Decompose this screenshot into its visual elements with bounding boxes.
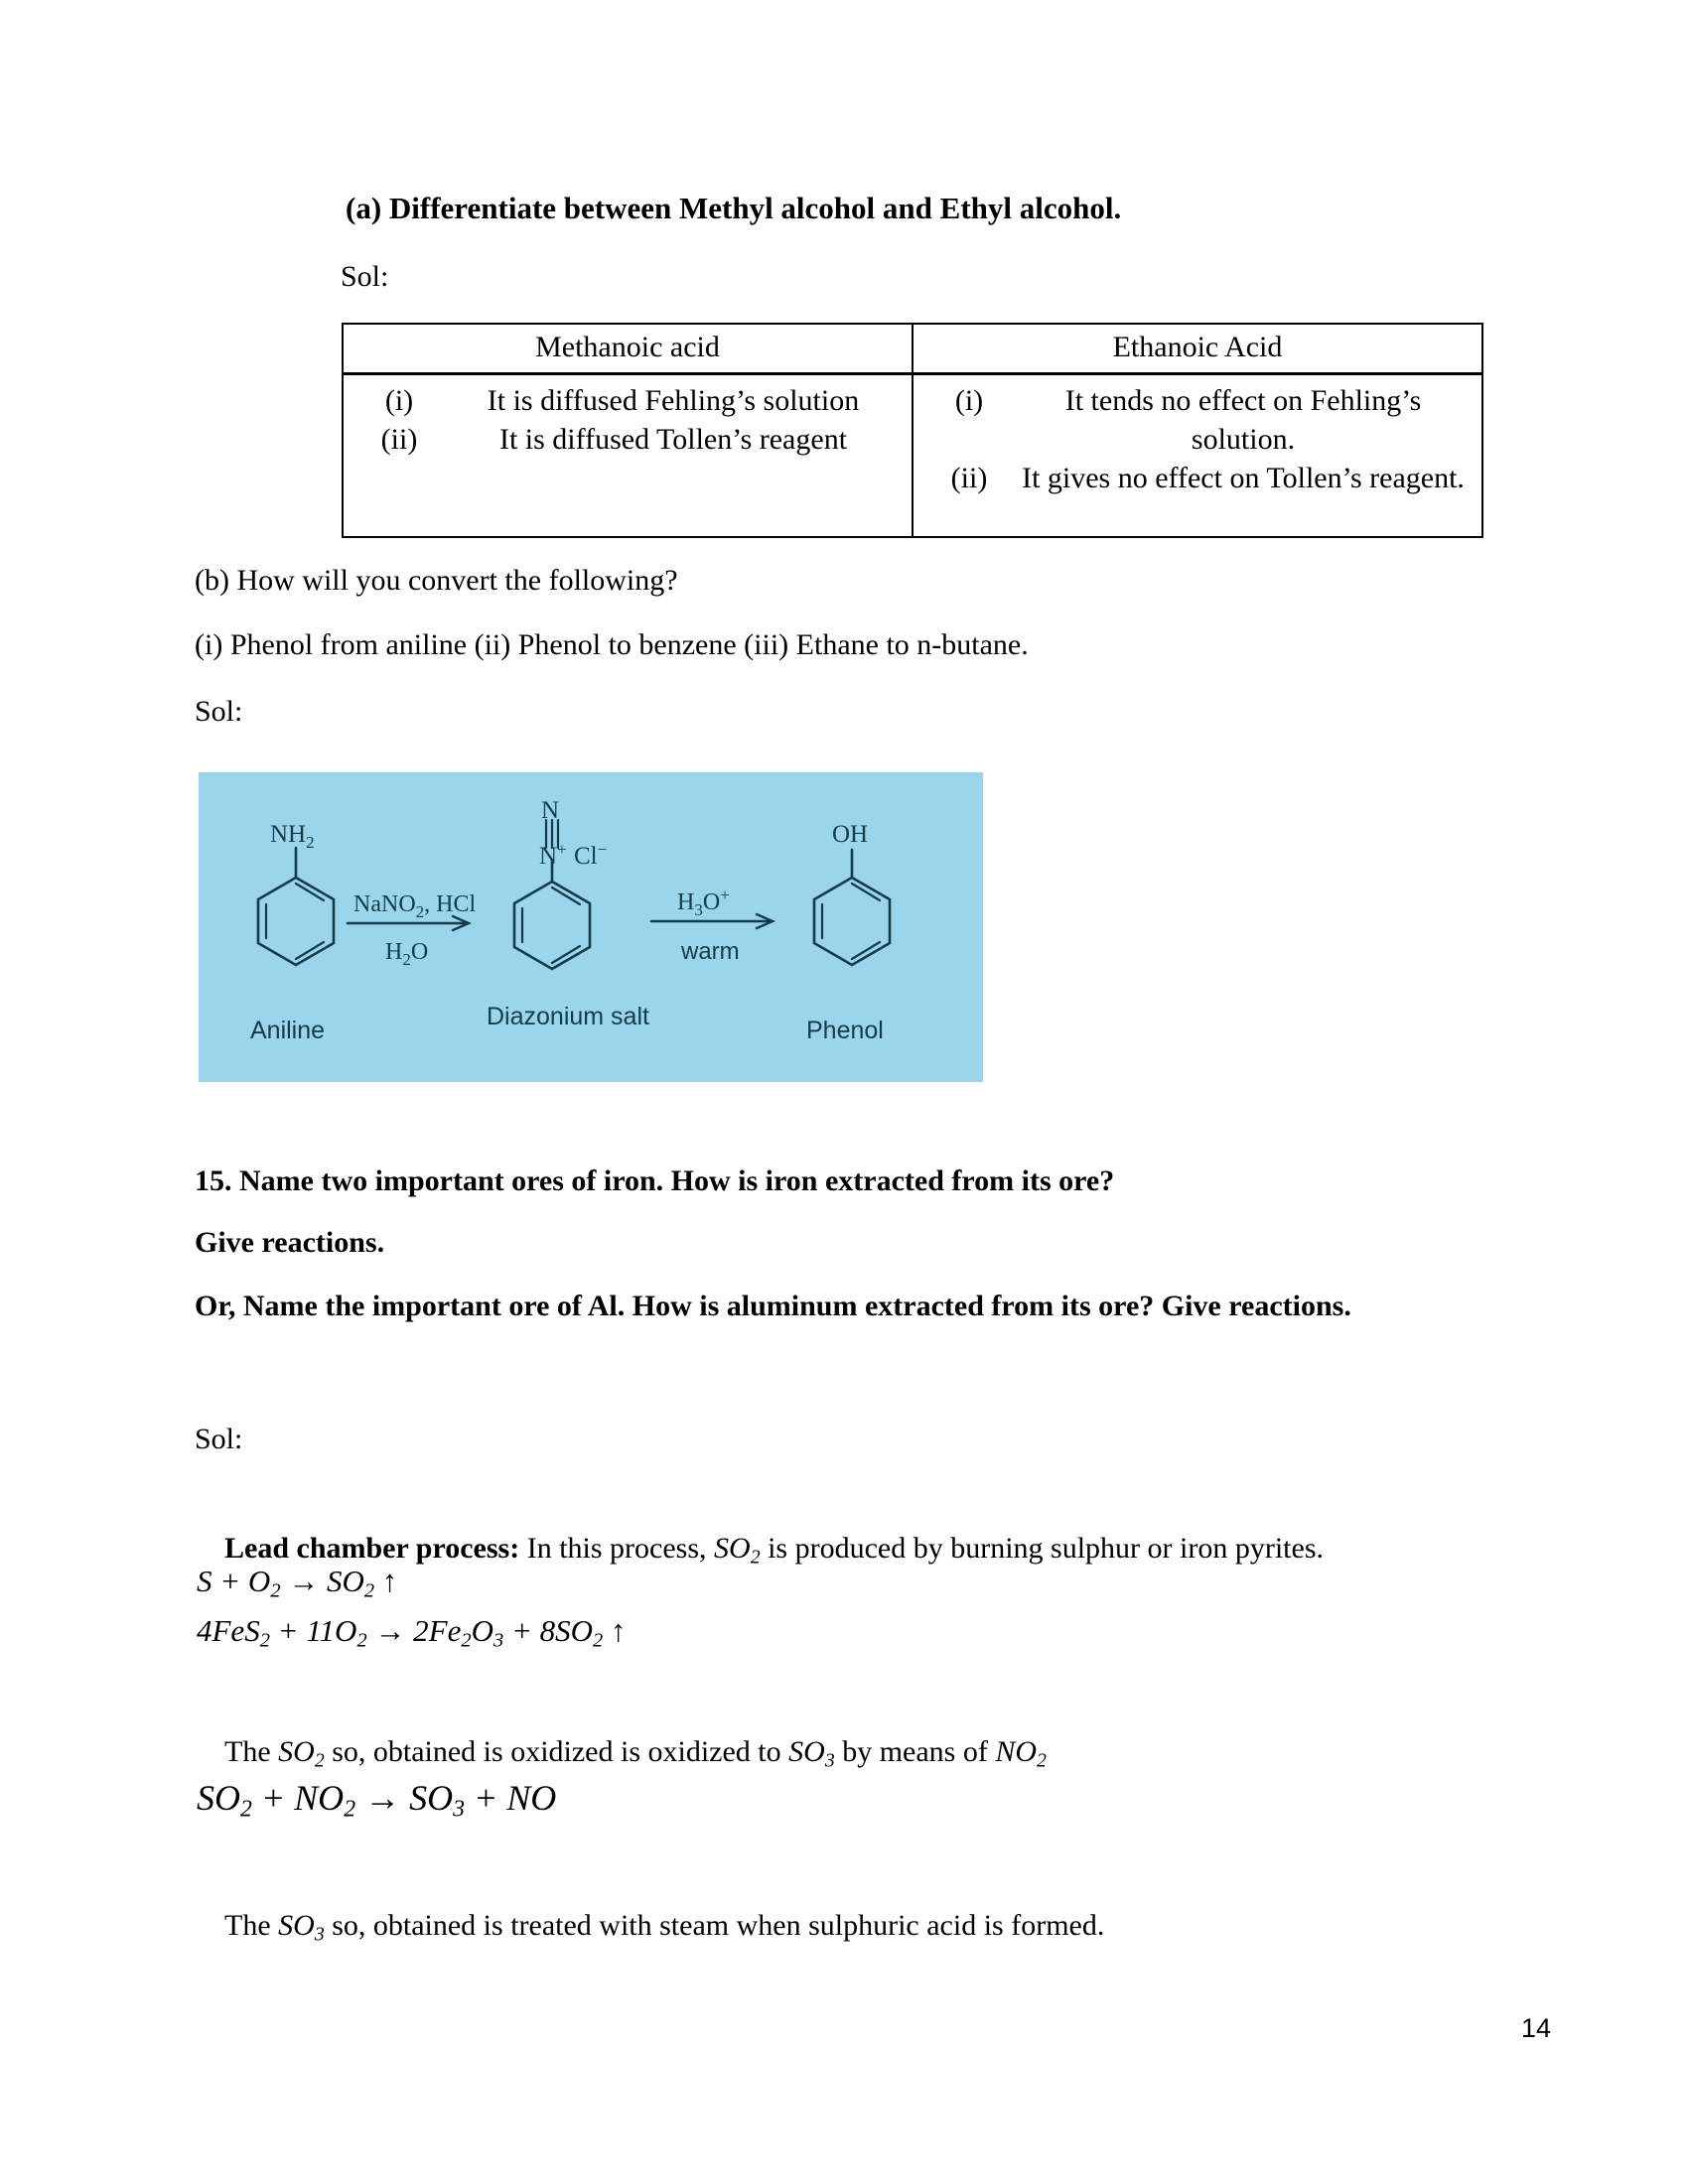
arrow2-reagent-above: $H_3O^+$	[677, 886, 730, 919]
list-item	[353, 381, 902, 420]
list-item	[353, 420, 902, 459]
oxidation-text-1: The	[224, 1734, 279, 1768]
reaction-arrow-2	[651, 914, 773, 928]
reaction-scheme-svg	[199, 772, 983, 1082]
list-item-text: It is diffused Tollen’s reagent	[498, 423, 848, 456]
lead-chamber-text-2: is produced by burning sulphur or iron pyrites.	[760, 1531, 1324, 1565]
steam-text-1: The	[224, 1908, 279, 1942]
list-item-number: (ii)	[950, 462, 988, 494]
list-item	[923, 459, 1472, 497]
list-item-text: It is diffused Fehling’s solution	[487, 384, 860, 417]
aniline-benzene-ring	[258, 848, 334, 965]
list-item	[923, 381, 1472, 459]
formula-so2-inline-2: $SO_2$	[278, 1734, 325, 1772]
solution-label-a: Sol:	[341, 260, 389, 293]
list-item-number: (i)	[954, 384, 984, 417]
formula-so3-inline-1: $SO_3$	[788, 1734, 835, 1772]
diazonium-n-top-label: N	[541, 797, 560, 824]
question-15-line2: Give reactions.	[195, 1226, 385, 1259]
diazonium-name-label: Diazonium salt	[487, 1003, 649, 1030]
oxidation-text-2: so, obtained is oxidized is oxidized to	[324, 1734, 789, 1768]
solution-label-b: Sol:	[195, 695, 243, 728]
arrow2-condition-below: warm	[681, 938, 740, 965]
question-b-heading: (b) How will you convert the following?	[195, 564, 678, 597]
solution-label-15: Sol:	[195, 1423, 243, 1455]
table-cell-ethanoic	[913, 374, 1482, 538]
steam-text-2: so, obtained is treated with steam when sulphuric acid is formed.	[324, 1908, 1105, 1942]
formula-no2-inline: $NO_2$	[995, 1734, 1047, 1772]
formula-so3-inline-2: $SO_3$	[278, 1908, 325, 1946]
phenol-benzene-ring	[814, 850, 890, 965]
table-cell-methanoic	[343, 374, 913, 538]
lead-chamber-text-1: In this process,	[519, 1531, 715, 1565]
question-15-line3: Or, Name the important ore of Al. How is aluminum extracted from its ore? Give reactions.	[195, 1290, 1351, 1322]
reaction-arrow-1	[348, 916, 469, 930]
table-header-methanoic: Methanoic acid	[343, 324, 913, 374]
phenol-substituent-label: OH	[832, 821, 869, 848]
equation-sulphur-combustion: $S + O_2 \to SO_2$ ↑	[197, 1564, 398, 1602]
equation-pyrite-roasting: $4FeS_2 + 11O_2 \to 2Fe_2O_3 + 8SO_2$ ↑	[197, 1613, 627, 1652]
arrow1-reagent-above: NaNO$_2$, HCl	[353, 891, 477, 921]
diazonium-n-bottom-label: N+	[539, 840, 567, 870]
question-b-items: (i) Phenol from aniline (ii) Phenol to benzene (iii) Ethane to n-butane.	[195, 628, 1029, 661]
aniline-substituent-label: $NH_2$	[270, 821, 315, 852]
question-a-heading: (a) Differentiate between Methyl alcohol and Ethyl alcohol.	[346, 191, 1122, 225]
steam-paragraph	[195, 1866, 1515, 1986]
list-item-text: It gives no effect on Tollen’s reagent.	[1022, 462, 1465, 494]
lead-chamber-term: Lead chamber process:	[224, 1531, 520, 1565]
comparison-table	[342, 323, 1483, 538]
page-number: 14	[1520, 2013, 1551, 2043]
list-item-number: (ii)	[380, 423, 418, 456]
arrow1-reagent-below: $H_2O$	[385, 939, 429, 969]
oxidation-text-3: by means of	[834, 1734, 996, 1768]
table-row	[343, 374, 1482, 538]
equation-so2-no2: $SO_2 + NO_2 \to SO_3$ + NO	[197, 1778, 557, 1823]
table-header-ethanoic: Ethanoic Acid	[913, 324, 1482, 374]
list-item-text: It tends no effect on Fehling’s solution.	[1064, 384, 1422, 456]
reaction-scheme-figure	[199, 772, 983, 1082]
aniline-name-label: Aniline	[250, 1017, 326, 1044]
diazonium-chloride-label: Cl−	[574, 840, 608, 870]
question-15-line1: 15. Name two important ores of iron. How is iron extracted from its ore?	[195, 1164, 1115, 1197]
phenol-name-label: Phenol	[806, 1017, 884, 1044]
list-item-number: (i)	[384, 384, 414, 417]
formula-so2-inline-1: $SO_2$	[714, 1531, 761, 1569]
table-header-row	[343, 324, 1482, 374]
